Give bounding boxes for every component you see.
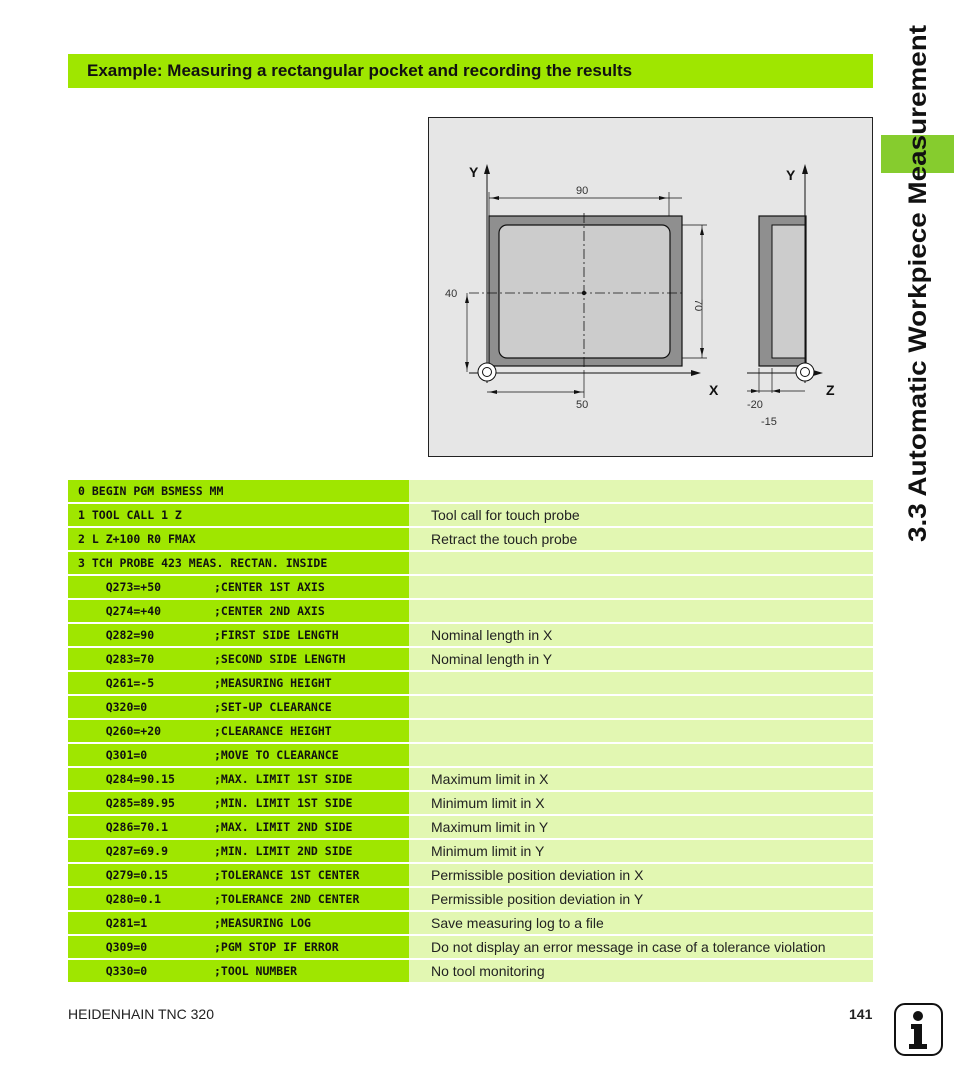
program-listing	[68, 480, 873, 984]
axis-label-z: Z	[826, 382, 835, 398]
program-line	[68, 504, 409, 526]
program-description-text: No tool monitoring	[431, 963, 545, 979]
program-description-text: Minimum limit in X	[431, 795, 545, 811]
program-line	[68, 816, 409, 838]
program-row	[68, 744, 873, 766]
program-description	[409, 816, 873, 838]
program-description-text: Retract the touch probe	[431, 531, 578, 547]
program-description	[409, 912, 873, 934]
info-icon	[894, 1003, 943, 1056]
program-code: Q320=0	[78, 700, 148, 714]
program-description-text: Tool call for touch probe	[431, 507, 580, 523]
program-comment: ;MOVE TO CLEARANCE	[214, 748, 339, 762]
program-description	[409, 864, 873, 886]
program-code: Q284=90.15	[78, 772, 175, 786]
program-line	[68, 912, 409, 934]
program-line	[68, 936, 409, 958]
program-line	[68, 744, 409, 766]
program-row	[68, 504, 873, 526]
program-code: Q274=+40	[78, 604, 162, 618]
dim-label-height: 70	[692, 299, 704, 312]
program-row	[68, 912, 873, 934]
axis-label-x: X	[709, 382, 719, 398]
program-description	[409, 744, 873, 766]
program-code: Q280=0.1	[78, 892, 162, 906]
program-description	[409, 888, 873, 910]
program-row	[68, 960, 873, 982]
program-code: Q285=89.95	[78, 796, 175, 810]
program-description	[409, 504, 873, 526]
program-line	[68, 960, 409, 982]
program-row	[68, 696, 873, 718]
chapter-side-title	[883, 25, 947, 542]
program-row	[68, 648, 873, 670]
program-code: Q260=+20	[78, 724, 162, 738]
program-description-text: Minimum limit in Y	[431, 843, 545, 859]
program-description-text: Permissible position deviation in Y	[431, 891, 644, 907]
section-heading: Example: Measuring a rectangular pocket and recording the results	[87, 61, 633, 80]
program-line	[68, 624, 409, 646]
footer-page-number: 141	[849, 1006, 873, 1022]
program-comment: ;SECOND SIDE LENGTH	[214, 652, 346, 666]
program-description-text: Nominal length in X	[431, 627, 553, 643]
program-comment: ;MEASURING HEIGHT	[214, 676, 332, 690]
program-description-text: Nominal length in Y	[431, 651, 553, 667]
program-comment: ;TOOL NUMBER	[214, 964, 298, 978]
program-row	[68, 720, 873, 742]
program-comment: ;MAX. LIMIT 1ST SIDE	[214, 772, 353, 786]
program-row	[68, 600, 873, 622]
program-description-text: Save measuring log to a file	[431, 915, 604, 931]
program-line	[68, 768, 409, 790]
program-row	[68, 840, 873, 862]
program-line	[68, 552, 409, 574]
program-description	[409, 936, 873, 958]
program-comment: ;TOLERANCE 2ND CENTER	[214, 892, 360, 906]
program-line	[68, 528, 409, 550]
axis-label-y-side: Y	[786, 167, 796, 183]
pocket-side	[772, 225, 806, 358]
axis-label-y-front: Y	[469, 164, 479, 180]
program-description	[409, 480, 873, 502]
program-code: Q309=0	[78, 940, 148, 954]
program-comment: ;FIRST SIDE LENGTH	[214, 628, 339, 642]
dim-label-center-x: 50	[576, 399, 589, 411]
program-line	[68, 648, 409, 670]
program-row	[68, 936, 873, 958]
program-line	[68, 576, 409, 598]
program-row	[68, 792, 873, 814]
program-comment: ;MIN. LIMIT 2ND SIDE	[214, 844, 353, 858]
program-line	[68, 480, 409, 502]
program-row	[68, 624, 873, 646]
program-line	[68, 840, 409, 862]
pocket-drawing	[428, 117, 873, 457]
program-row	[68, 864, 873, 886]
dim-label-depth: -20	[747, 399, 763, 411]
program-code: 3 TCH PROBE 423 MEAS. RECTAN. INSIDE	[78, 556, 328, 570]
program-comment: ;SET-UP CLEARANCE	[214, 700, 332, 714]
program-code: Q282=90	[78, 628, 155, 642]
program-comment: ;TOLERANCE 1ST CENTER	[214, 868, 360, 882]
program-line	[68, 888, 409, 910]
program-description-text: Do not display an error message in case of a tolerance violation	[431, 939, 826, 955]
program-comment: ;CLEARANCE HEIGHT	[214, 724, 332, 738]
chapter-side-title-text: 3.3 Automatic Workpiece Measurement	[904, 77, 932, 542]
program-description-text: Permissible position deviation in X	[431, 867, 644, 883]
program-description	[409, 600, 873, 622]
program-description	[409, 840, 873, 862]
program-description	[409, 720, 873, 742]
program-code: Q287=69.9	[78, 844, 169, 858]
program-description	[409, 528, 873, 550]
program-code: Q261=-5	[78, 676, 155, 690]
dim-label-center-y: 40	[445, 288, 458, 300]
program-line	[68, 696, 409, 718]
program-code: Q330=0	[78, 964, 148, 978]
dim-label-width: 90	[576, 185, 589, 197]
program-row	[68, 480, 873, 502]
program-comment: ;CENTER 1ST AXIS	[214, 580, 325, 594]
program-code: Q279=0.15	[78, 868, 169, 882]
program-code: Q273=+50	[78, 580, 162, 594]
dim-label-height-z: -15	[761, 416, 777, 428]
program-description	[409, 672, 873, 694]
program-description-text: Maximum limit in Y	[431, 819, 549, 835]
program-comment: ;MAX. LIMIT 2ND SIDE	[214, 820, 353, 834]
program-description-text: Maximum limit in X	[431, 771, 549, 787]
program-comment: ;MEASURING LOG	[214, 916, 311, 930]
footer-manual-title: HEIDENHAIN TNC 320	[68, 1006, 215, 1022]
program-row	[68, 816, 873, 838]
program-code: Q281=1	[78, 916, 148, 930]
program-comment: ;PGM STOP IF ERROR	[214, 940, 339, 954]
program-description	[409, 552, 873, 574]
program-line	[68, 600, 409, 622]
program-description	[409, 648, 873, 670]
program-code: 0 BEGIN PGM BSMESS MM	[78, 484, 224, 498]
program-code: Q286=70.1	[78, 820, 169, 834]
program-line	[68, 672, 409, 694]
program-code: 1 TOOL CALL 1 Z	[78, 508, 182, 522]
program-description	[409, 768, 873, 790]
program-description	[409, 960, 873, 982]
program-description	[409, 696, 873, 718]
program-line	[68, 792, 409, 814]
program-description	[409, 624, 873, 646]
program-row	[68, 552, 873, 574]
program-code: Q283=70	[78, 652, 155, 666]
program-line	[68, 720, 409, 742]
program-row	[68, 672, 873, 694]
program-row	[68, 576, 873, 598]
program-row	[68, 768, 873, 790]
section-heading-bar	[68, 54, 873, 88]
program-row	[68, 528, 873, 550]
program-description	[409, 792, 873, 814]
program-comment: ;MIN. LIMIT 1ST SIDE	[214, 796, 353, 810]
program-row	[68, 888, 873, 910]
program-code: 2 L Z+100 R0 FMAX	[78, 532, 196, 546]
program-line	[68, 864, 409, 886]
program-description	[409, 576, 873, 598]
program-comment: ;CENTER 2ND AXIS	[214, 604, 325, 618]
program-code: Q301=0	[78, 748, 148, 762]
